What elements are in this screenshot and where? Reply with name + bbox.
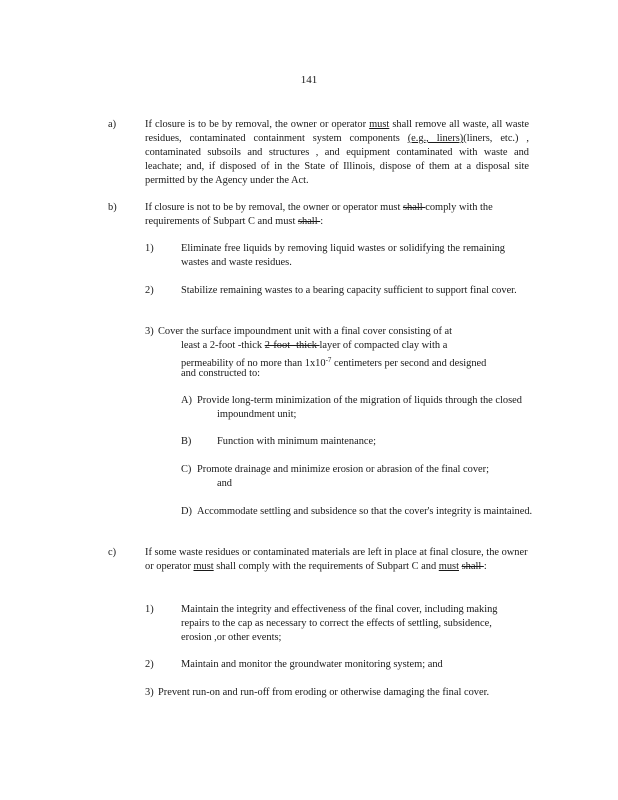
section-a-label: a) — [108, 119, 117, 130]
item-b2-text: Stabilize remaining wastes to a bearing capacity sufficient to support final cover. — [181, 285, 517, 296]
item-b3-line2: least a 2-foot -thick 2-foot- thick layer of compacted clay with a — [181, 340, 448, 351]
section-b-label: b) — [108, 202, 117, 213]
section-a-text: If closure is to be by removal, the owner or operator must shall remove all waste, all waste residues, contaminated containment system components (e.g., liners)(liners, etc.) , contaminated subsoils and structures , and equipment contaminated with waste and leachate; and, if disposed of in the State of Illinois, dispose of them at a disposal site permitted by the Agency under the Act. — [145, 119, 530, 186]
item-b3-label: 3) — [145, 326, 154, 337]
item-c2-text: Maintain and monitor the groundwater monitoring system; and — [181, 659, 443, 670]
inserted-text: must — [369, 119, 390, 130]
sub-C-text: Promote drainage and minimize erosion or abrasion of the final cover; and — [197, 464, 489, 489]
section-c-text: If some waste residues or contaminated materials are left in place at final closure, the owner or operator must shall comply with the requirements of Subpart C and must shall : — [145, 547, 528, 572]
item-c3-label: 3) — [145, 687, 154, 698]
item-c3-text: Prevent run-on and run-off from eroding or otherwise damaging the final cover. — [158, 687, 490, 698]
deleted-text: shall — [297, 216, 321, 227]
section-b-text: If closure is not to be by removal, the owner or operator must shall comply with the requirements of Subpart C and must shall : — [145, 202, 493, 227]
deleted-text: shall — [461, 561, 484, 572]
item-b1-label: 1) — [145, 243, 154, 254]
sub-A-text: Provide long-term minimization of the migration of liquids through the closed impoundment unit; — [197, 395, 522, 420]
item-b3-line1: Cover the surface impoundment unit with a final cover consisting of at — [158, 326, 453, 337]
item-c1-text: Maintain the integrity and effectiveness of the final cover, including making repairs to the cap as necessary to correct the effects of settling, subsidence, erosion ,or other events; — [181, 604, 498, 643]
sub-B-label: B) — [181, 436, 192, 447]
item-b3-line3: permeability of no more than $1x10^{-7}$ centimeters per second and designed — [181, 356, 487, 369]
inserted-text: (e.g., liners) — [407, 133, 464, 144]
section-c-label: c) — [108, 547, 117, 558]
exponent: -7 — [325, 356, 332, 364]
sub-B-text: Function with minimum maintenance; — [217, 436, 377, 447]
sub-A-label: A) — [181, 395, 192, 406]
deleted-text: shall — [402, 202, 426, 213]
inserted-text: must — [438, 561, 459, 572]
sub-D-text: Accommodate settling and subsidence so that the cover's integrity is maintained. — [197, 506, 533, 517]
inserted-text: must — [193, 561, 214, 572]
sub-D-label: D) — [181, 506, 192, 517]
page-number: 141 — [300, 74, 318, 86]
deleted-text: 2-foot- thick — [264, 340, 320, 351]
item-b1-text: Eliminate free liquids by removing liquid wastes or solidifying the remaining wastes and waste residues. — [181, 243, 505, 268]
item-b2-label: 2) — [145, 285, 154, 296]
item-b3-line4: and constructed to: — [181, 368, 261, 379]
item-c2-label: 2) — [145, 659, 154, 670]
sub-C-label: C) — [181, 464, 192, 475]
item-c1-label: 1) — [145, 604, 154, 615]
